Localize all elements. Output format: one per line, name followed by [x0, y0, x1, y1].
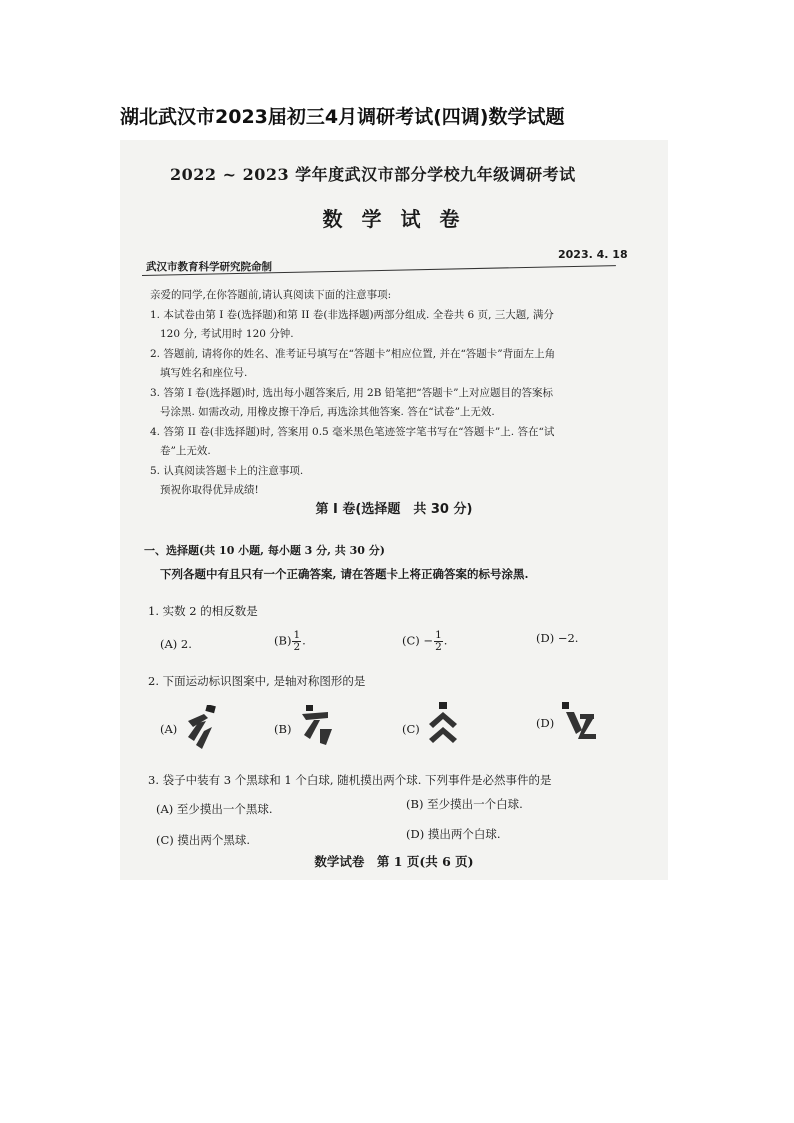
question-2-option-b-label: (B) [274, 722, 292, 736]
option-b-label: (B) [274, 633, 292, 648]
page-footer: 数学试卷 第 1 页(共 6 页) [314, 854, 474, 869]
exam-page-scan [120, 140, 668, 880]
exam-header: 2022 ~ 2023 学年度武汉市部分学校九年级调研考试 [170, 165, 576, 184]
exam-subject: 数 学 试 卷 [322, 207, 466, 231]
athlete-icon [300, 705, 334, 749]
exam-date: 2023. 4. 18 [558, 248, 628, 261]
notes-block [150, 286, 625, 501]
question-1-option-a: (A) 2. [160, 637, 192, 651]
runner-icon [184, 705, 218, 749]
question-3-option-d: (D) 摸出两个白球. [406, 827, 501, 841]
symmetric-figure-icon [426, 702, 460, 746]
question-3-stem: 3. 袋子中装有 3 个黑球和 1 个白球, 随机摸出两个球. 下列事件是必然事件的是 [148, 773, 552, 787]
question-2-stem: 2. 下面运动标识图案中, 是轴对称图形的是 [148, 674, 366, 688]
notes-item: 4. 答第 II 卷(非选择题)时, 答案用 0.5 毫米黑色笔迹签字笔书写在“答题卡”上. 答在“试 [150, 425, 555, 438]
section-heading: 一、选择题(共 10 小题, 每小题 3 分, 共 30 分) [144, 544, 385, 557]
question-1-option-b: (B) $\frac{1}{2}$ . [274, 629, 306, 653]
document-title: 湖北武汉市2023届初三4月调研考试(四调)数学试题 [120, 106, 565, 128]
exam-issuer: 武汉市教育科学研究院命制 [146, 261, 272, 273]
question-3-option-c: (C) 摸出两个黑球. [156, 833, 251, 847]
notes-greeting: 亲爱的同学,在你答题前,请认真阅读下面的注意事项: [150, 289, 392, 301]
question-3-option-b: (B) 至少摸出一个白球. [406, 797, 523, 811]
question-2-option-c-label: (C) [402, 722, 420, 736]
notes-item: 填写姓名和座位号. [160, 367, 248, 379]
question-1-stem: 1. 实数 2 的相反数是 [148, 604, 258, 618]
notes-item: 卷”上无效. [160, 445, 211, 457]
jumper-icon [562, 700, 596, 744]
fraction-one-half: $\frac{1}{2}$ [293, 629, 301, 653]
question-3-option-a: (A) 至少摸出一个黑球. [156, 802, 273, 816]
notes-item: 5. 认真阅读答题卡上的注意事项. [150, 464, 304, 477]
notes-wish: 预祝你取得优异成绩! [160, 484, 259, 496]
section-instruction: 下列各题中有且只有一个正确答案, 请在答题卡上将正确答案的标号涂黑. [160, 567, 529, 581]
part-one-title: 第 I 卷(选择题 共 30 分) [315, 502, 473, 517]
question-1-option-c: (C) − $\frac{1}{2}$ . [402, 629, 448, 653]
question-2-option-d-label: (D) [536, 716, 555, 730]
notes-item: 2. 答题前, 请将你的姓名、准考证号填写在“答题卡”相应位置, 并在“答题卡”背面左上角 [150, 347, 556, 360]
fraction-one-half: $\frac{1}{2}$ [435, 629, 442, 653]
notes-item: 1. 本试卷由第 I 卷(选择题)和第 II 卷(非选择题)两部分组成. 全卷共 6 页, 三大题, 满分 [150, 308, 554, 321]
option-c-label: (C) − [402, 633, 434, 648]
question-1-option-d: (D) −2. [536, 631, 579, 645]
notes-item: 号涂黑. 如需改动, 用橡皮擦干净后, 再选涂其他答案. 答在“试卷”上无效. [160, 406, 495, 418]
notes-item: 120 分, 考试用时 120 分钟. [160, 328, 294, 340]
question-2-option-a-label: (A) [160, 722, 178, 736]
notes-item: 3. 答第 I 卷(选择题)时, 选出每小题答案后, 用 2B 铅笔把“答题卡”上对应题目的答案标 [150, 386, 554, 399]
